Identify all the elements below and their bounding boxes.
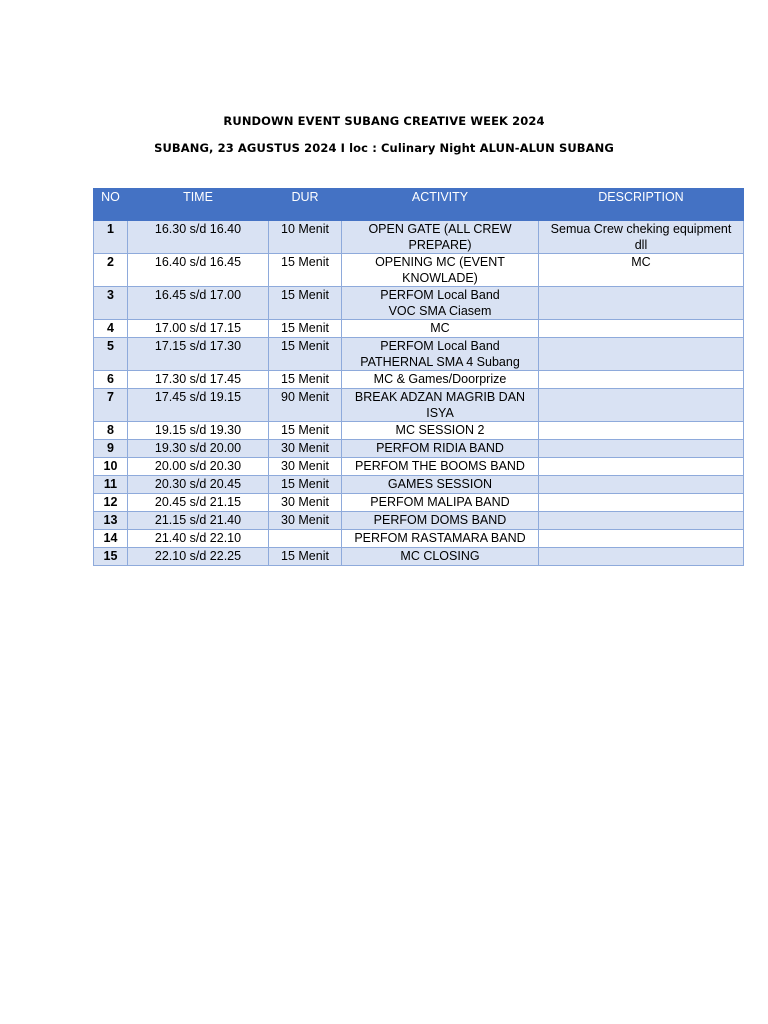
cell-activity [342, 287, 539, 320]
cell-time: 19.15 s/d 19.30 [128, 422, 269, 440]
cell-time: 17.30 s/d 17.45 [128, 371, 269, 389]
cell-description [539, 458, 744, 476]
cell-description [539, 548, 744, 566]
cell-dur: 15 Menit [269, 371, 342, 389]
cell-activity-line: MC SESSION 2 [395, 423, 485, 437]
cell-description-line: dll [634, 238, 648, 252]
cell-time: 20.30 s/d 20.45 [128, 476, 269, 494]
table-row [94, 548, 744, 566]
cell-dur: 15 Menit [269, 320, 342, 338]
cell-activity [342, 440, 539, 458]
cell-activity [342, 548, 539, 566]
table-row [94, 287, 744, 320]
header-dur: DUR [269, 189, 342, 221]
cell-activity-line: PREPARE) [408, 238, 472, 252]
cell-description [539, 422, 744, 440]
cell-activity [342, 338, 539, 371]
cell-dur: 15 Menit [269, 548, 342, 566]
cell-no: 7 [94, 389, 128, 422]
cell-activity-line: VOC SMA Ciasem [388, 304, 492, 318]
cell-activity-line: BREAK ADZAN MAGRIB DAN [354, 390, 526, 404]
cell-time: 20.00 s/d 20.30 [128, 458, 269, 476]
cell-time: 16.30 s/d 16.40 [128, 221, 269, 254]
cell-activity-line: OPENING MC (EVENT [375, 255, 505, 269]
cell-no: 10 [94, 458, 128, 476]
cell-activity-line: PERFOM RIDIA BAND [376, 441, 504, 455]
cell-activity-line: PERFOM THE BOOMS BAND [355, 459, 525, 473]
table-header-row [94, 189, 744, 221]
cell-dur: 15 Menit [269, 254, 342, 287]
table-row [94, 221, 744, 254]
cell-dur: 30 Menit [269, 440, 342, 458]
table-body [94, 221, 744, 566]
table-row [94, 389, 744, 422]
cell-dur: 10 Menit [269, 221, 342, 254]
cell-time: 17.00 s/d 17.15 [128, 320, 269, 338]
cell-description [539, 530, 744, 548]
cell-activity-line: MC [430, 321, 450, 335]
cell-no: 15 [94, 548, 128, 566]
header-description: DESCRIPTION [539, 189, 744, 221]
cell-no: 14 [94, 530, 128, 548]
cell-activity [342, 422, 539, 440]
cell-no: 8 [94, 422, 128, 440]
cell-time: 22.10 s/d 22.25 [128, 548, 269, 566]
cell-description [539, 287, 744, 320]
table-row [94, 320, 744, 338]
cell-dur: 15 Menit [269, 476, 342, 494]
cell-activity-line: PERFOM RASTAMARA BAND [354, 531, 526, 545]
table-row [94, 494, 744, 512]
document-subtitle: SUBANG, 23 AGUSTUS 2024 I loc : Culinary Night ALUN-ALUN SUBANG [154, 141, 614, 155]
cell-activity [342, 512, 539, 530]
table-row [94, 338, 744, 371]
cell-no: 2 [94, 254, 128, 287]
cell-description [539, 389, 744, 422]
cell-dur: 30 Menit [269, 512, 342, 530]
cell-description [539, 371, 744, 389]
cell-activity-line: ISYA [426, 406, 454, 420]
cell-activity [342, 254, 539, 287]
cell-description [539, 338, 744, 371]
cell-activity [342, 320, 539, 338]
cell-description [539, 254, 744, 287]
rundown-table [93, 188, 744, 566]
cell-no: 12 [94, 494, 128, 512]
cell-no: 3 [94, 287, 128, 320]
cell-description [539, 494, 744, 512]
cell-activity-line: PERFOM Local Band [380, 288, 500, 302]
cell-dur: 15 Menit [269, 338, 342, 371]
table-row [94, 512, 744, 530]
table-row [94, 458, 744, 476]
cell-no: 4 [94, 320, 128, 338]
cell-description [539, 476, 744, 494]
cell-description [539, 440, 744, 458]
cell-time: 16.45 s/d 17.00 [128, 287, 269, 320]
cell-activity [342, 476, 539, 494]
header-time: TIME [128, 189, 269, 221]
cell-activity-line: PATHERNAL SMA 4 Subang [360, 355, 520, 369]
cell-time: 19.30 s/d 20.00 [128, 440, 269, 458]
cell-activity-line: KNOWLADE) [402, 271, 478, 285]
table-row [94, 254, 744, 287]
cell-dur: 30 Menit [269, 494, 342, 512]
cell-dur: 90 Menit [269, 389, 342, 422]
header-activity: ACTIVITY [342, 189, 539, 221]
table-row [94, 530, 744, 548]
cell-dur [269, 530, 342, 548]
cell-time: 17.15 s/d 17.30 [128, 338, 269, 371]
cell-activity [342, 389, 539, 422]
cell-activity-line: GAMES SESSION [387, 477, 493, 491]
cell-time: 21.15 s/d 21.40 [128, 512, 269, 530]
table-row [94, 371, 744, 389]
cell-dur: 15 Menit [269, 422, 342, 440]
cell-activity [342, 371, 539, 389]
cell-no: 9 [94, 440, 128, 458]
cell-activity-line: MC & Games/Doorprize [373, 372, 507, 386]
cell-no: 6 [94, 371, 128, 389]
cell-description-line: MC [631, 255, 651, 269]
table-row [94, 422, 744, 440]
cell-description [539, 221, 744, 254]
header-no: NO [94, 189, 128, 221]
cell-time: 17.45 s/d 19.15 [128, 389, 269, 422]
cell-time: 16.40 s/d 16.45 [128, 254, 269, 287]
cell-description [539, 320, 744, 338]
cell-no: 5 [94, 338, 128, 371]
cell-no: 13 [94, 512, 128, 530]
cell-no: 11 [94, 476, 128, 494]
cell-activity-line: MC CLOSING [400, 549, 480, 563]
cell-no: 1 [94, 221, 128, 254]
document-title: RUNDOWN EVENT SUBANG CREATIVE WEEK 2024 [223, 114, 545, 128]
cell-activity [342, 221, 539, 254]
cell-time: 21.40 s/d 22.10 [128, 530, 269, 548]
cell-activity-line: PERFOM MALIPA BAND [370, 495, 510, 509]
cell-activity-line: PERFOM Local Band [380, 339, 500, 353]
cell-activity-line: OPEN GATE (ALL CREW [368, 222, 512, 236]
cell-activity [342, 458, 539, 476]
table-row [94, 476, 744, 494]
cell-activity [342, 530, 539, 548]
cell-time: 20.45 s/d 21.15 [128, 494, 269, 512]
cell-dur: 15 Menit [269, 287, 342, 320]
cell-description [539, 512, 744, 530]
cell-activity [342, 494, 539, 512]
cell-activity-line: PERFOM DOMS BAND [373, 513, 507, 527]
cell-dur: 30 Menit [269, 458, 342, 476]
cell-description-line: Semua Crew cheking equipment [550, 222, 732, 236]
table-row [94, 440, 744, 458]
